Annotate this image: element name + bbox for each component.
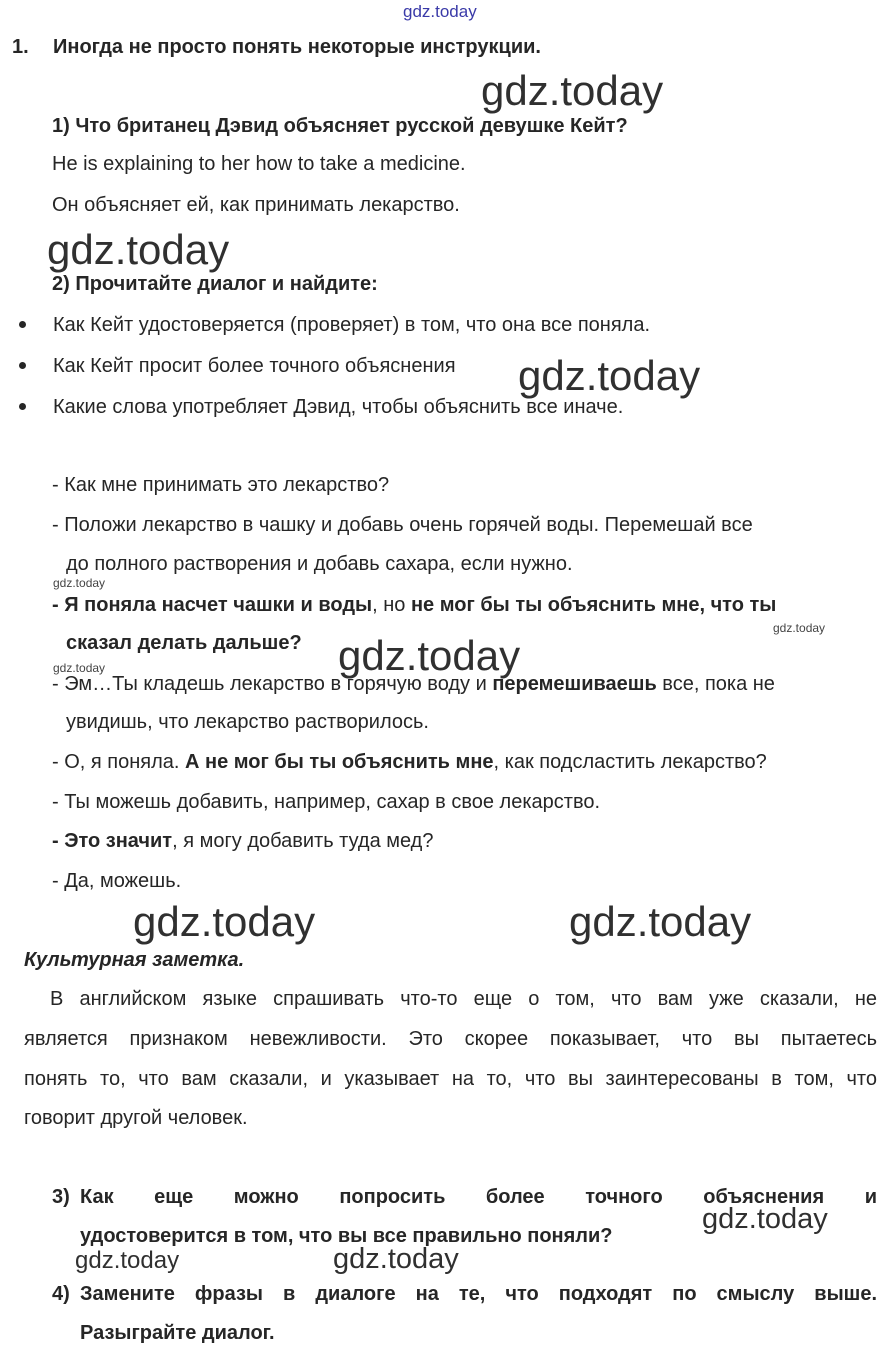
dialog-emphasis: А не мог бы ты объяснить мне: [185, 751, 494, 773]
note-line: говорит другой человек.: [24, 1107, 248, 1129]
list-item: Как Кейт просит более точного объяснения: [53, 355, 456, 377]
watermark: gdz.today: [75, 1247, 180, 1274]
watermark: gdz.today: [569, 898, 752, 945]
question-3-line: удостоверится в том, что вы все правильно поняли?: [80, 1225, 613, 1247]
dialog-line: [52, 750, 767, 774]
dialog-text: все, пока не: [656, 673, 775, 695]
watermark: gdz.today: [53, 661, 106, 675]
question-4-line: Разыграйте диалог.: [80, 1322, 275, 1344]
watermark: gdz.today: [518, 352, 701, 399]
dialog-text: - О, я поняла.: [52, 751, 186, 773]
watermark: gdz.today: [133, 898, 316, 945]
dialog-text: - Эм…Ты кладешь лекарство в горячую воду и: [52, 673, 493, 695]
question-4-number: 4): [52, 1283, 70, 1305]
list-item: Какие слова употребляет Дэвид, чтобы объяснить все иначе.: [53, 396, 624, 418]
dialog-line: - Ты можешь добавить, например, сахар в свое лекарство.: [52, 791, 601, 813]
dialog-emphasis: перемешиваешь: [492, 673, 657, 695]
watermark: gdz.today: [333, 1243, 459, 1275]
exercise-number: 1.: [12, 36, 29, 58]
dialog-emphasis: не мог бы ты объяснить мне, что ты: [410, 594, 777, 616]
dialog-text: , я могу добавить туда мед?: [172, 830, 434, 852]
watermark: gdz.today: [338, 632, 521, 679]
watermark: gdz.today: [481, 67, 664, 114]
dialog-line: сказал делать дальше?: [66, 632, 302, 654]
dialog-text: , как подсластить лекарство?: [493, 751, 767, 773]
bullet-icon: [19, 321, 26, 328]
dialog-line: увидишь, что лекарство растворилось.: [66, 711, 429, 733]
question-2-label: 2) Прочитайте диалог и найдите:: [52, 273, 378, 295]
note-line: является признаком невежливости. Это скорее показывает, что вы пытаетесь: [24, 1028, 877, 1050]
note-line: понять то, что вам сказали, и указывает на то, что вы заинтересованы в том, что: [24, 1068, 877, 1090]
answer-russian: Он объясняет ей, как принимать лекарство.: [52, 194, 460, 216]
question-1-label: 1) Что британец Дэвид объясняет русской девушке Кейт?: [52, 115, 628, 137]
watermark-top: gdz.today: [403, 2, 477, 21]
dialog-line: [52, 593, 776, 617]
dialog-line: [52, 672, 775, 696]
dialog-emphasis: Это значит: [64, 830, 173, 852]
dialog-text: , но: [372, 594, 411, 616]
dialog-line: - Положи лекарство в чашку и добавь очень горячей воды. Перемешай все: [52, 514, 753, 536]
note-title: Культурная заметка.: [24, 949, 245, 971]
exercise-title: Иногда не просто понять некоторые инструкции.: [53, 36, 541, 58]
list-item: Как Кейт удостоверяется (проверяет) в том, что она все поняла.: [53, 314, 651, 336]
dialog-emphasis: Я поняла насчет чашки и воды: [64, 594, 373, 616]
watermark: gdz.today: [773, 621, 826, 635]
bullet-icon: [19, 362, 26, 369]
question-3-line: Как еще можно попросить более точного объяснения и: [80, 1186, 877, 1208]
dialog-line: - Да, можешь.: [52, 870, 182, 892]
dialog-dash: -: [52, 594, 65, 616]
watermark: gdz.today: [702, 1203, 828, 1235]
note-line: В английском языке спрашивать что-то еще о том, что вам уже сказали, не: [50, 988, 877, 1010]
bullet-icon: [19, 403, 26, 410]
watermark: gdz.today: [53, 576, 106, 590]
dialog-line: - Как мне принимать это лекарство?: [52, 474, 390, 496]
watermark: gdz.today: [47, 226, 230, 273]
answer-english: He is explaining to her how to take a medicine.: [52, 153, 466, 175]
question-3-number: 3): [52, 1186, 70, 1208]
question-4-line: Замените фразы в диалоге на те, что подходят по смыслу выше.: [80, 1283, 877, 1305]
dialog-line: [52, 829, 433, 853]
dialog-line: до полного растворения и добавь сахара, если нужно.: [66, 553, 573, 575]
dialog-dash: -: [52, 830, 65, 852]
